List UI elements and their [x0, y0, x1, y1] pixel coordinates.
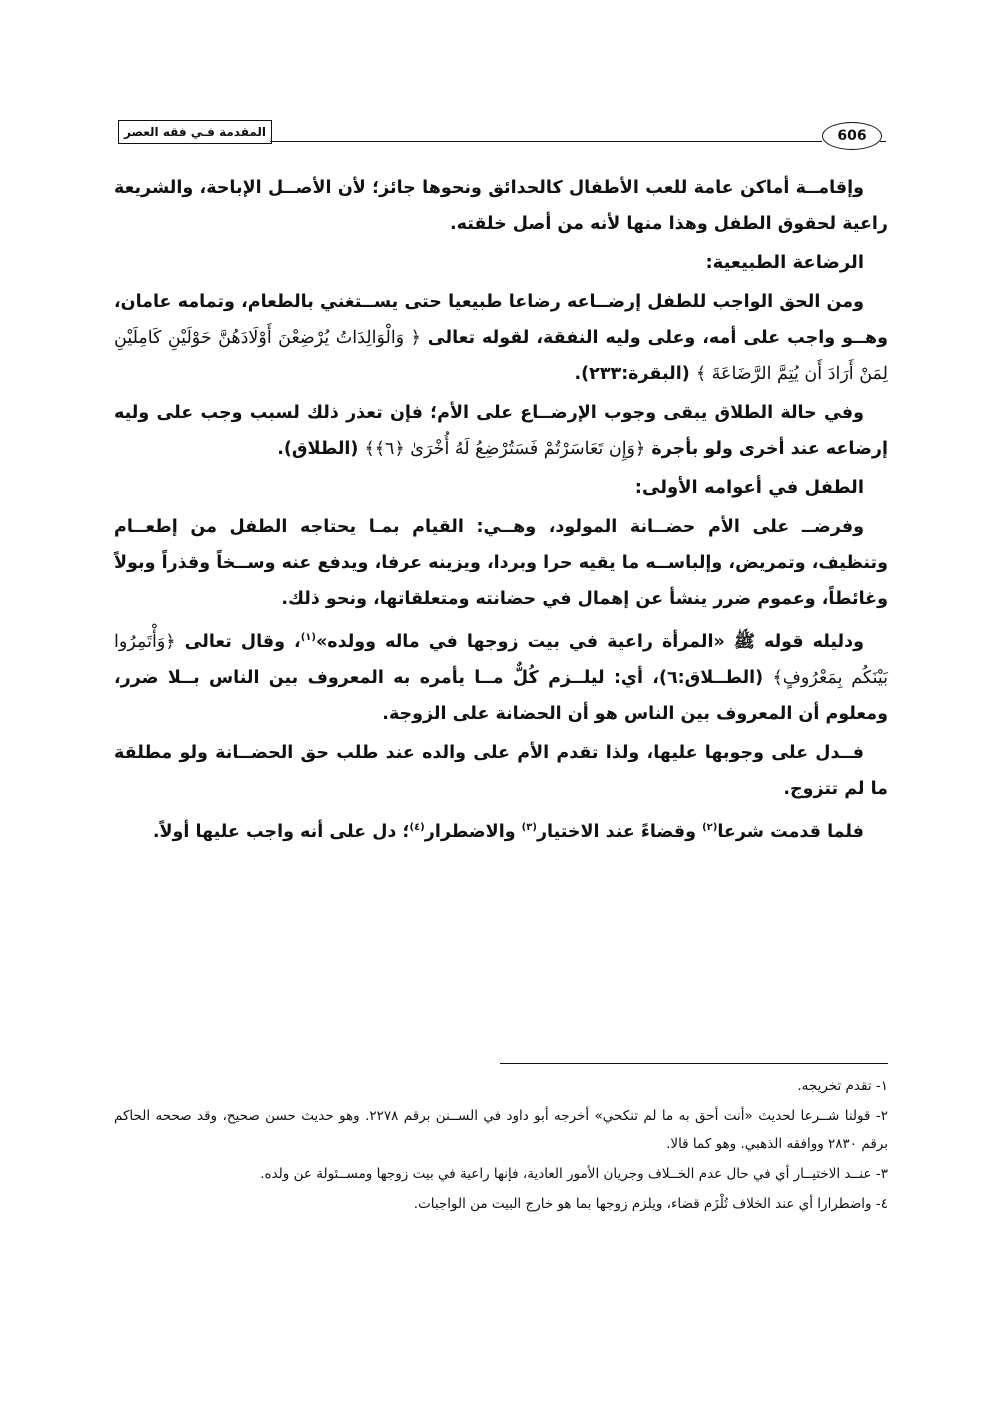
footnote-1: ١- تقدم تخريجه. [797, 1078, 888, 1094]
footnote-4: ٤- واضطرارا أي عند الخلاف تُلْزَم قضاء، ويلزم زوجها بما هو خارج البيت من الواجبات. [413, 1196, 888, 1212]
footnote-ref-3[interactable]: (٣) [521, 821, 537, 833]
paragraph-5-text-c: (الطــلاق:٦)، أي: ليلــزم كُلٌّ مــا يأمره به المعروف بين الناس بــلا ضرر، ومعلوم أن المعروف بين الناس هو أن الحضانة على الزوجة. [114, 667, 888, 724]
book-title-box [118, 120, 272, 144]
paragraph-2-text: ومن الحق الواجب للطفل إرضــاعه رضاعا طبيعيا حتى يســتغني بالطعام، وتمامه عامان، وهــو واجب على أمه، وعلى وليه النفقة، لقوله تعالى [114, 292, 889, 348]
footnotes [114, 1072, 888, 1220]
paragraph-7 [114, 810, 888, 850]
paragraph-7-text-b: وقضاءً عند الاختيار [536, 821, 703, 842]
header-rule [270, 141, 822, 142]
header-rule-end [880, 141, 886, 142]
paragraph-5 [114, 620, 888, 732]
verse-reference: (الطلاق). [277, 439, 359, 459]
verse-reference: (البقرة:٢٣٣). [574, 364, 690, 384]
footnote-2: ٢- قولنا شــرعا لحديث «أنت أحق به ما لم تنكحي» أخرجه أبو داود في الســنن برقم ٢٢٧٨. وهو حديث حسن صحيح، وقد صححه الحاكم برقم ٢٨٣٠ ووافقه الذهبي. وهو كما قالا. [114, 1108, 888, 1152]
quran-verse-talaq-6: ﴿وَأْتَمِرُوا بَيْنَكُم بِمَعْرُوفٍ﴾ [114, 631, 888, 688]
page-number: 606 [837, 128, 867, 144]
footnote-ref-4[interactable]: (٤) [409, 821, 425, 833]
paragraph-7-text-d: ؛ دل على أنه واجب عليها أولاً. [152, 821, 410, 842]
paragraph-3 [114, 395, 888, 467]
quran-verse-talaq: ﴿وَإِن تَعَاسَرْتُمْ فَسَتُرْضِعُ لَهُ أُخْرَىٰ ﴿٦﴾﴾ [364, 439, 646, 459]
footnote-ref-1[interactable]: (١) [300, 632, 316, 643]
heading-natural-breastfeeding: الرضاعة الطبيعية: [705, 252, 864, 273]
book-title: المقدمة فـي فقه العصر [123, 125, 267, 139]
paragraph-2 [114, 284, 888, 392]
paragraph-5-text: ودليله قوله ﷺ «المرأة راعية في بيت زوجها في ماله وولده» [315, 631, 864, 652]
paragraph-7-text: فلما قدمت شرعا [717, 821, 864, 842]
paragraph-7-text-c: والاضطرار [424, 821, 522, 842]
footnote-ref-2[interactable]: (٢) [702, 821, 718, 833]
footnote-separator [500, 1063, 888, 1064]
quran-verse-baqarah: ﴿ وَالْوَالِدَاتُ يُرْضِعْنَ أَوْلَادَهُنَّ حَوْلَيْنِ كَامِلَيْنِ لِمَنْ أَرَادَ أَن يُتِمَّ الرَّضَاعَةَ ﴾ [114, 328, 888, 384]
paragraph-1: وإقامــة أماكن عامة للعب الأطفال كالحدائق ونحوها جائز؛ لأن الأصــل الإباحة، والشريعة راعية لحقوق الطفل وهذا منها لأنه من أصل خلقته. [114, 178, 888, 234]
paragraph-5-text-b: ، وقال تعالى [184, 631, 301, 652]
page-number-badge [822, 122, 882, 150]
paragraph-6: فــدل على وجوبها عليها، ولذا تقدم الأم على والده عند طلب حق الحضــانة ولو مطلقة ما لم تتزوج. [114, 742, 888, 799]
paragraph-4: وفرضــ على الأم حضــانة المولود، وهــي: القيام بمـا يحتاجه الطفل من إطعــام وتنظيف، وتمريض، وإلباســه ما يقيه حرا وبردا، ويزينه عرفا، ويدفع عنه وســخاً وقذراً وبولاً وغائطاً، وعموم ضرر ينشأ عن إهمال في حضانته ومتعلقاتها، ونحو ذلك. [114, 517, 888, 609]
main-text [114, 170, 888, 853]
footnote-3: ٣- عنــد الاختيــار أي في حال عدم الخــلاف وجريان الأمور العادية، فإنها راعية في بيت زوجها ومســئولة عن ولده. [260, 1166, 888, 1182]
heading-child-early-years: الطفل في أعوامه الأولى: [634, 477, 864, 498]
paragraph-3-text: وفي حالة الطلاق يبقى وجوب الإرضــاع على الأم؛ فإن تعذر ذلك لسبب وجب على وليه إرضاعه عند أخرى ولو بأجرة [114, 403, 888, 459]
